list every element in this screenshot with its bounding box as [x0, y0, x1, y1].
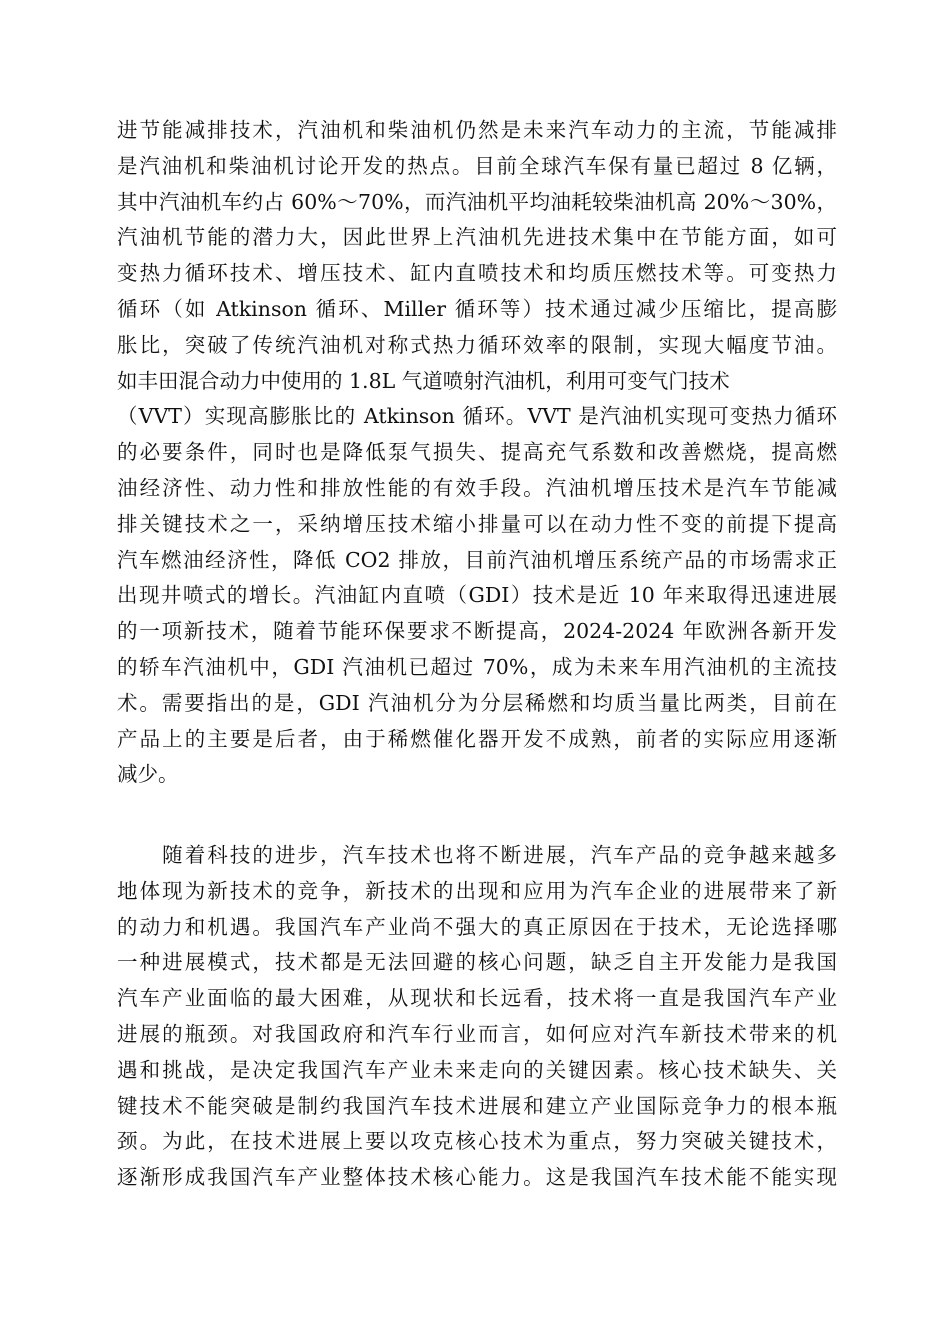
text-line: 地体现为新技术的竞争，新技术的出现和应用为汽车企业的进展带来了新 [117, 878, 837, 903]
text-line: 出现井喷式的增长。汽油缸内直喷（GDI）技术是近 10 年来取得迅速进展 [117, 583, 837, 608]
text-line: 键技术不能突破是制约我国汽车技术进展和建立产业国际竞争力的根本瓶 [117, 1093, 837, 1118]
text-line: 汽油机节能的潜力大，因此世界上汽油机先进技术集中在节能方面，如可 [117, 225, 837, 250]
text-line: 油经济性、动力性和排放性能的有效手段。汽油机增压技术是汽车节能减 [117, 475, 837, 500]
text-line: 一种进展模式，技术都是无法回避的核心问题，缺乏自主开发能力是我国 [117, 950, 837, 975]
text-line: 的必要条件，同时也是降低泵气损失、提高充气系数和改善燃烧，提高燃 [117, 440, 837, 465]
paragraph-automotive-industry-development [117, 838, 837, 1196]
text-line: 其中汽油机车约占 60%～70%，而汽油机平均油耗较柴油机高 20%～30%， [117, 189, 837, 214]
text-line: 的一项新技术，随着节能环保要求不断提高，2024-2024 年欧洲各新开发 [117, 619, 837, 644]
text-line: 进节能减排技术，汽油机和柴油机仍然是未来汽车动力的主流，节能减排 [117, 118, 837, 142]
text-line: 是汽油机和柴油机讨论开发的热点。目前全球汽车保有量已超过 8 亿辆， [117, 153, 837, 178]
text-line: （VVT）实现高膨胀比的 Atkinson 循环。VVT 是汽油机实现可变热力循环 [117, 404, 837, 429]
text-line: 如丰田混合动力中使用的 1.8L 气道喷射汽油机，利用可变气门技术 [117, 368, 730, 393]
text-line: 循环（如 Atkinson 循环、Miller 循环等）技术通过减少压缩比，提高膨 [117, 296, 837, 321]
text-line: 变热力循环技术、增压技术、缸内直喷技术和均质压燃技术等。可变热力 [117, 261, 837, 286]
text-line: 减少。 [117, 762, 179, 787]
text-line: 汽车燃油经济性，降低 CO2 排放，目前汽油机增压系统产品的市场需求正 [117, 547, 837, 572]
text-line: 汽车产业面临的最大困难，从现状和长远看，技术将一直是我国汽车产业 [117, 986, 837, 1011]
text-line: 术。需要指出的是，GDI 汽油机分为分层稀燃和均质当量比两类，目前在 [117, 690, 837, 715]
text-line: 胀比，突破了传统汽油机对称式热力循环效率的限制，实现大幅度节油。 [117, 332, 837, 357]
text-line: 随着科技的进步，汽车技术也将不断进展，汽车产品的竞争越来越多 [117, 843, 837, 867]
text-line: 进展的瓶颈。对我国政府和汽车行业而言，如何应对汽车新技术带来的机 [117, 1021, 837, 1046]
text-line: 逐渐形成我国汽车产业整体技术核心能力。这是我国汽车技术能不能实现 [117, 1165, 837, 1190]
text-line: 的动力和机遇。我国汽车产业尚不强大的真正原因在于技术，无论选择哪 [117, 914, 837, 939]
text-line: 的轿车汽油机中，GDI 汽油机已超过 70%，成为未来车用汽油机的主流技 [117, 654, 837, 679]
text-line: 产品上的主要是后者，由于稀燃催化器开发不成熟，前者的实际应用逐渐 [117, 726, 837, 751]
text-line: 遇和挑战，是决定我国汽车产业未来走向的关键因素。核心技术缺失、关 [117, 1057, 837, 1082]
text-line: 排关键技术之一，采纳增压技术缩小排量可以在动力性不变的前提下提高 [117, 511, 837, 536]
paragraph-gasoline-engine-technology [117, 113, 837, 793]
text-line: 颈。为此，在技术进展上要以攻克核心技术为重点，努力突破关键技术， [117, 1129, 837, 1154]
